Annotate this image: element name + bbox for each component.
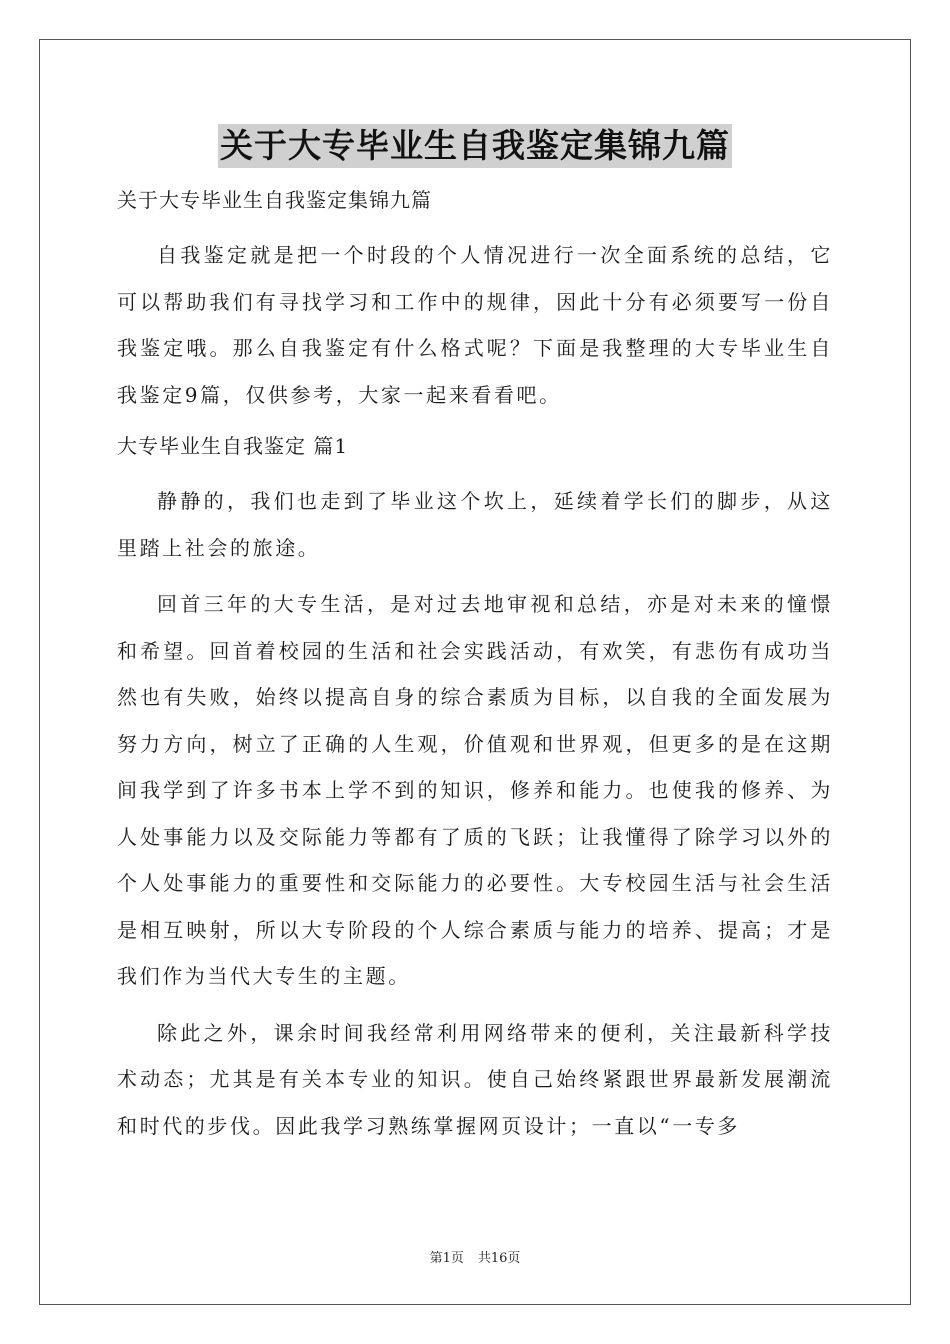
body-paragraph: 除此之外，课余时间我经常利用网络带来的便利，关注最新科学技术动态；尤其是有关本专业的知识。使自己始终紧跟世界最新发展潮流和时代的步伐。因此我学习熟练掌握网页设计；一直以“一专多 [117, 1020, 833, 1138]
body-paragraph: 回首三年的大专生活，是对过去地审视和总结，亦是对未来的憧憬和希望。回首着校园的生活和社会实践活动，有欢笑，有悲伤有成功当然也有失败，始终以提高自身的综合素质为目标，以自我的全面发展为努力方向，树立了正确的人生观，价值观和世界观，但更多的是在这期间我学到了许多书本上学不到的知识，修养和能力。也使我的修养、为人处事能力以及交际能力等都有了质的飞跃；让我懂得了除学习以外的个人处事能力的重要性和交际能力的必要性。大专校园生活与社会生活是相互映射，所以大专阶段的个人综合素质与能力的培养、提高；才是我们作为当代大专生的主题。 [117, 592, 833, 988]
document-body [117, 182, 833, 1159]
document-subtitle: 关于大专毕业生自我鉴定集锦九篇 [117, 188, 432, 212]
page-footer [0, 1247, 950, 1266]
document-title: 关于大专毕业生自我鉴定集锦九篇 [218, 124, 732, 168]
page-total: 共16页 [477, 1251, 521, 1266]
title-area [0, 124, 950, 168]
page-number: 第1页 [429, 1251, 464, 1266]
body-paragraph: 静静的，我们也走到了毕业这个坎上，延续着学长们的脚步，从这里踏上社会的旅途。 [117, 489, 833, 560]
intro-paragraph: 自我鉴定就是把一个时段的个人情况进行一次全面系统的总结，它可以帮助我们有寻找学习和工作中的规律，因此十分有必须要写一份自我鉴定哦。那么自我鉴定有什么格式呢？下面是我整理的大专毕业生自我鉴定9篇，仅供参考，大家一起来看看吧。 [117, 243, 833, 407]
section-heading: 大专毕业生自我鉴定 篇1 [117, 434, 349, 458]
